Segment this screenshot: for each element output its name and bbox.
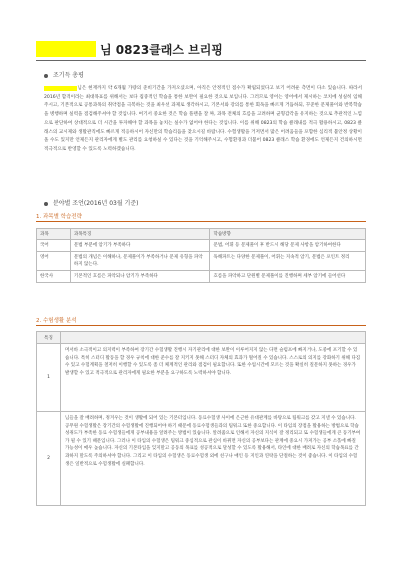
header-direction: 학습방향 <box>210 229 366 240</box>
feature-cell: 문법 부분에 암기가 부족하다 <box>70 240 210 252</box>
table-header-row <box>37 332 366 344</box>
row-text: 님들을 잘 배려하며, 정겨우는 것이 생활에 되어 있는 기본터입니다. 동료수험생 사이에 은근한 유대관계를 바탕으로 팀워크를 갖고 지낼 수 있습니다. 공무원 수험생활은 장기간의 수험생활에 진행되어야 하기 때문에 동료수험생들과의 팀워크 또한 중요합니다. 이 타임의 장점을 활용하는 방법으로 학습성취도가 부족한 동료 수험생들에게 공부내용을 알려주는 방법이 있습니다. 알려줌으로 인해서 자신의 지식이 잘 정리되고 또 수험생들에게 큰 동기부여가 될 수 있기 때문입니다. 그러나 이 타입의 수험생은 팀워크 중심적으로 관심이 바뀌면 자신의 공부보다는 관계에 중요시 가져가는 공부 소홀에 빠질 가능성이 매우 높습니다. 자신의 기본타입을 잊지말고 공동의 목표를 성공적으로 달성할 수 있도록 활용해서, 타인에 대한 배려로 자신의 학습목표를 간과하지 말도록 주의하셔야 합니다. 그리고 이 타입의 수험생은 동료수험생 외에 친구나 애인 등 지인과 연락을 단절하는 것이 좋습니다. 이 타입의 수험생은 일반적으로 수험생활에 실패합니다. <box>61 412 366 506</box>
page-title: 님 0823클래스 브리핑 <box>100 43 223 57</box>
direction-cell: 독해파트는 다양한 문제풀이, 어휘는 지속적 암기, 문법은 포인트 정리 <box>210 252 366 271</box>
table-row <box>37 412 366 506</box>
status-table <box>36 331 366 506</box>
feature-cell: 기본적인 흐름은 파악되나 암기가 부족하다 <box>70 271 210 283</box>
general-paragraph-text: 님은 현재까지 약 6개월 가량의 준비기간을 가져오셨으며, 아직은 안정적인 점수가 확립되었다고 보기 어려운 측면이 다소 있습니다. 따라서 2016년 합격이라는 최대목표를 위해서는 보다 집중적인 학습을 통한 보완이 필요한 것으로 보입니다. 그러므로 영어는 영어에서 제시하는 코치에 성실히 임해주시고, 기본적으로 공통과목의 취약점을 극복하는 것을 최우선 과제로 생각하시고, 기본서와 강의를 통한 회독을 빠르게 거듭하되, 꾸준한 문제풀이와 반복학습을 병행하며 실력을 점검해주셔야 할 것입니다. 여기서 중요한 것은 학습 플랜을 잘 짜, 과목 전체의 흐름을 고려하며 균형감각을 유지하는 것으로 추관적인 느낌으로 판단하여 상대적으로 더 시간을 투자해야 할 과목을 놓치는 실수가 없어야 한다는 것입니다. 이를 위해 0823의 학습 클래내를 적극 활용하시고, 0823 클래스의 교시제와 생활관직에도 빠르게 적응하시어 자신만의 학습리듬을 찾으시길 바랍니다. 수험생활을 거저면서 많은 어려움들을 포함한 심리적 불안정 상황이 올 수도 있지만 언제든지 관리자에게 별도 관리를 요청하실 수 있다는 것을 기억해주시고, 수험환경과 더불어 0823 클래스 학습 환경에도 언제든지 건의하시면 적극적으로 반영할 수 있도록 노력하겠습니다. <box>44 86 363 152</box>
title-divider <box>36 60 366 61</box>
strategy-table <box>36 228 366 283</box>
direction-cell: 문법, 어휘 등 문제풀이 후 반드시 해당 문제 사항을 암기하여한다 <box>210 240 366 252</box>
advice-heading-text: 분야별 조언(2016년 03월 기준) <box>53 200 139 207</box>
feature-cell: 문법의 개념은 이해하나, 문제풀이가 부족하거나 문제 유형을 파악하지 않는다. <box>70 252 210 271</box>
subject-cell: 한국사 <box>37 271 71 283</box>
table-header-row <box>37 229 366 240</box>
table-row <box>37 271 366 283</box>
header-blank <box>61 332 366 344</box>
subject-cell: 영어 <box>37 252 71 271</box>
row-number: 1 <box>37 344 61 412</box>
status-title: 2. 수험생활 분석 <box>36 318 77 324</box>
advice-heading <box>44 198 138 207</box>
header-feature: 특징 <box>37 332 61 344</box>
general-paragraph <box>44 85 362 155</box>
row-text: 머서바 소극적이고 의지력이 부족하여 장기간 수험생활 진행시 자기관리에 대한 보완이 이루어지지 않는 다면 슬럼프에 빠지거나, 도중에 포기할 수 있습니다. 특히 스터디 활동을 할 경우 규칙에 대한 준수를 잘 지키지 못해 스터디 자체의 효과가 떨어질 수 있습니다. 스스로의 의지를 강화하기 위해 다짐 수 있고 수험계획을 철저히 이행할 수 있도록 좀 더 체계적인 관리와 점검이 필요합니다. 또한 수업시간에 모르는 것을 확실히 질문하지 못하는 경우가 발생할 수 있고 적극적으로 관리자에게 필요한 부분을 요구하도록 노력하셔야 합니다. <box>61 344 366 412</box>
header-subject: 과목 <box>37 229 71 240</box>
status-divider <box>36 325 366 326</box>
table-row <box>37 240 366 252</box>
bullet-icon <box>44 74 48 78</box>
table-row <box>37 344 366 412</box>
title-block <box>36 40 366 58</box>
row-number: 2 <box>37 412 61 506</box>
bullet-icon <box>44 202 48 206</box>
direction-cell: 흐름을 파악하고 단원별 문제풀이를 진행하며 세부 암기에 들어선다 <box>210 271 366 283</box>
strategy-title: 1. 과목별 학습전략 <box>36 214 82 220</box>
subject-cell: 국어 <box>37 240 71 252</box>
strategy-divider <box>36 221 366 222</box>
general-heading <box>44 70 84 79</box>
header-feature: 과목특징 <box>70 229 210 240</box>
general-heading-text: 조기득 총평 <box>53 72 84 79</box>
name-highlight <box>36 41 96 57</box>
table-row <box>37 252 366 271</box>
name-redaction: ■■■■■■■ <box>44 86 78 91</box>
